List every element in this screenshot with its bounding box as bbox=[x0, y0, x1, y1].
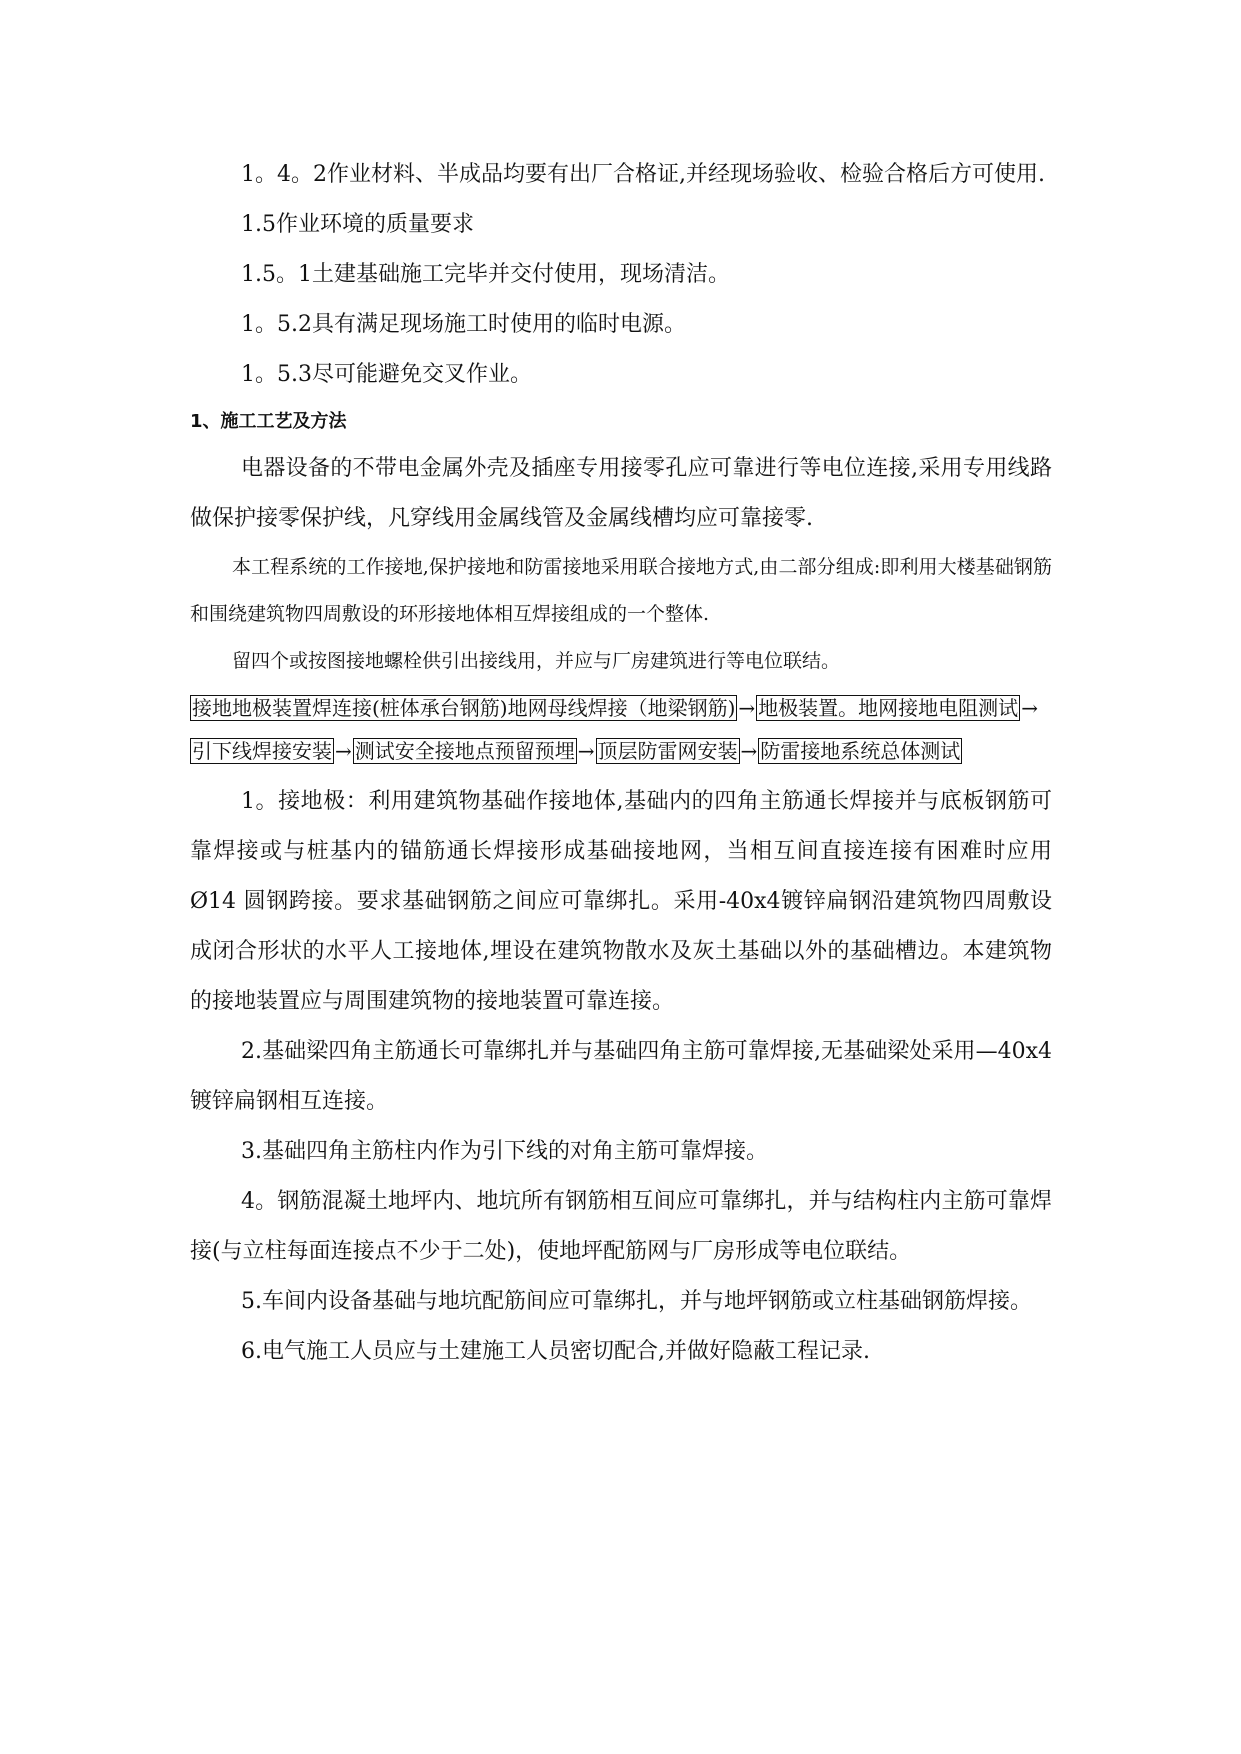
paragraph-grounding-bolts: 留四个或按图接地螺栓供引出接线用，并应与厂房建筑进行等电位联结。 bbox=[232, 650, 841, 672]
paragraph-intro: 电器设备的不带电金属外壳及插座专用接零孔应可靠进行等电位连接,采用专用线路做保护接零保护线，凡穿线用金属线管及金属线槽均应可靠接零. bbox=[190, 456, 1052, 531]
section-heading: 1、施工工艺及方法 bbox=[190, 411, 347, 432]
flow-step-1: 接地地极装置焊连接(桩体承台钢筋)地网母线焊接（地梁钢筋) bbox=[192, 696, 736, 720]
paragraph-1-5-3: 1。5.3尽可能避免交叉作业。 bbox=[241, 362, 532, 387]
paragraph-1-5-2: 1。5.2具有满足现场施工时使用的临时电源。 bbox=[241, 312, 686, 337]
flow-step-5: 顶层防雷网安装 bbox=[597, 739, 738, 763]
flow-arrow-icon: → bbox=[740, 739, 758, 763]
process-flow bbox=[190, 687, 1052, 773]
paragraph-item-5: 5.车间内设备基础与地坑配筋间应可靠绑扎，并与地坪钢筋或立柱基础钢筋焊接。 bbox=[241, 1289, 1032, 1314]
paragraph-1-4-2: 1。4。2作业材料、半成品均要有出厂合格证,并经现场验收、检验合格后方可使用. bbox=[241, 162, 1045, 187]
paragraph-item-2: 2.基础梁四角主筋通长可靠绑扎并与基础四角主筋可靠焊接,无基础梁处采用—40x4镀锌扁钢相互连接。 bbox=[190, 1039, 1052, 1114]
paragraph-item-4: 4。钢筋混凝土地坪内、地坑所有钢筋相互间应可靠绑扎，并与结构柱内主筋可靠焊接(与立柱每面连接点不少于二处)，使地坪配筋网与厂房形成等电位联结。 bbox=[190, 1189, 1052, 1264]
paragraph-1-5: 1.5作业环境的质量要求 bbox=[241, 212, 474, 237]
paragraph-item-3: 3.基础四角主筋柱内作为引下线的对角主筋可靠焊接。 bbox=[241, 1139, 768, 1164]
paragraph-item-6: 6.电气施工人员应与土建施工人员密切配合,并做好隐蔽工程记录. bbox=[241, 1339, 870, 1364]
paragraph-1-5-1: 1.5。1土建基础施工完毕并交付使用，现场清洁。 bbox=[241, 262, 730, 287]
flow-step-3: 引下线焊接安装 bbox=[192, 739, 332, 763]
flow-arrow-icon: → bbox=[335, 739, 352, 763]
flow-step-4: 测试安全接地点预留预埋 bbox=[354, 739, 575, 763]
document-page bbox=[190, 150, 1052, 1377]
paragraph-grounding-system: 本工程系统的工作接地,保护接地和防雷接地采用联合接地方式,由二部分组成:即利用大楼基础钢筋和围绕建筑物四周敷设的环形接地体相互焊接组成的一个整体. bbox=[190, 556, 1052, 625]
flow-arrow-icon: → bbox=[577, 739, 595, 763]
flow-step-2: 地极装置。地网接地电阻测试 bbox=[758, 696, 1019, 720]
flow-arrow-icon: → bbox=[1021, 696, 1038, 720]
paragraph-item-1: 1。接地极：利用建筑物基础作接地体,基础内的四角主筋通长焊接并与底板钢筋可靠焊接或与桩基内的锚筋通长焊接形成基础接地网，当相互间直接连接有困难时应用 Ø14 圆钢跨接。要求基础钢筋之间应可靠绑扎。采用-40x4镀锌扁钢沿建筑物四周敷设成闭合形状的水平人工接地体,埋设在建筑物散水及灰土基础以外的基础槽边。本建筑物的接地装置应与周围建筑物的接地装置可靠连接。 bbox=[190, 789, 1052, 1014]
flow-step-6: 防雷接地系统总体测试 bbox=[760, 739, 961, 763]
flow-arrow-icon: → bbox=[738, 696, 756, 720]
